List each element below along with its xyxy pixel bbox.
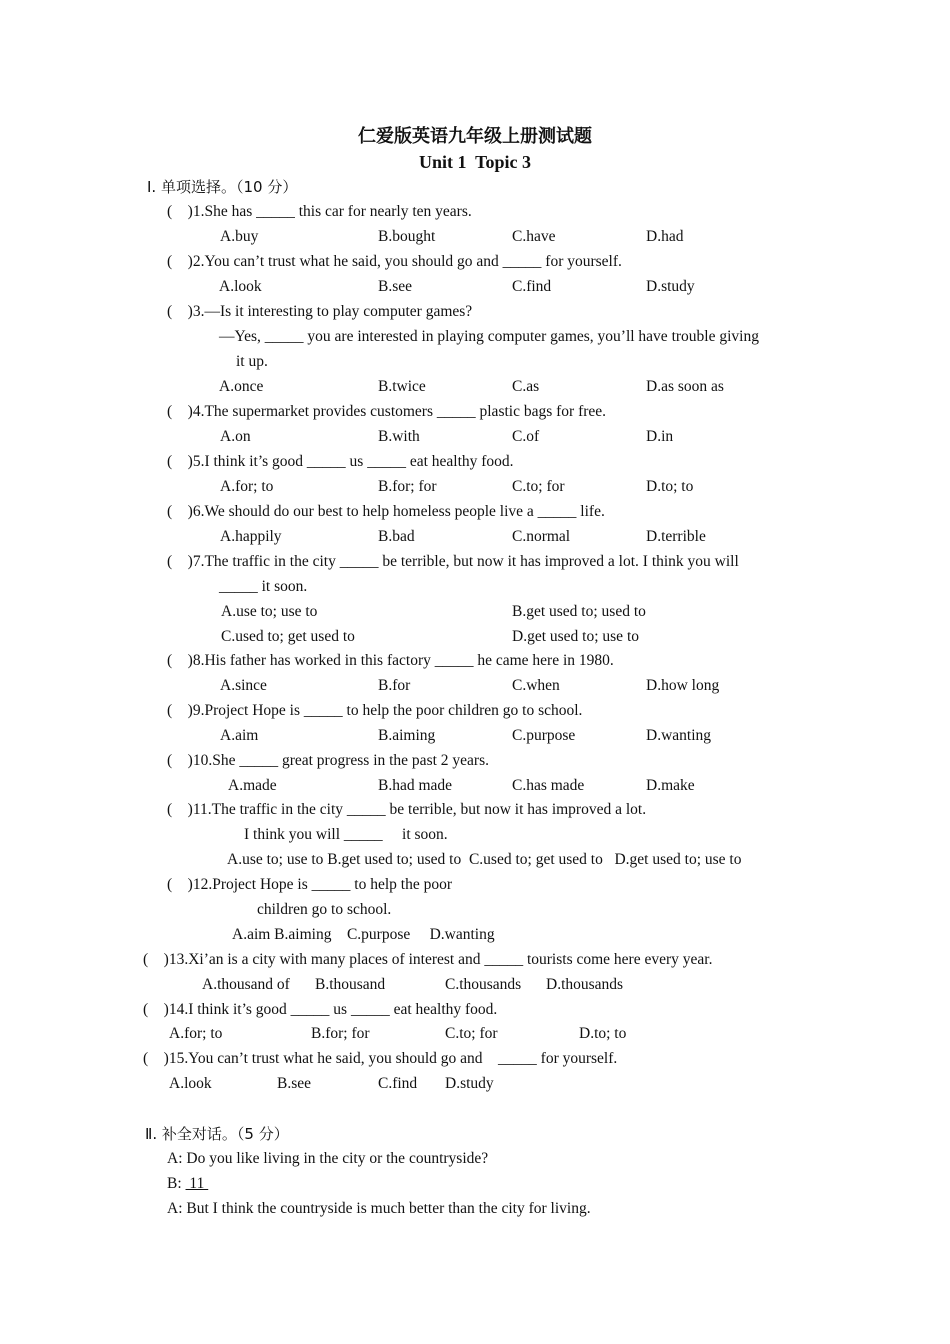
question-14-option-b: B.for; for [311,1025,370,1042]
question-3-stem-line-2: —Yes, _____ you are interested in playing computer games, you’ll have trouble giving [219,328,759,345]
question-1-option-d: D.had [646,228,684,245]
question-7-option-c: C.used to; get used to [221,628,355,645]
question-6-option-b: B.bad [378,528,415,545]
question-7-option-b: B.get used to; used to [512,603,646,620]
question-10-option-b: B.had made [378,777,453,794]
question-3-stem-line-3: it up. [236,353,268,370]
question-9-option-a: A.aim [220,727,259,744]
question-2-stem: ( )2.You can’t trust what he said, you should go and _____ for yourself. [167,253,622,270]
question-14-option-c: C.to; for [445,1025,498,1042]
dialogue-line-1: A: Do you like living in the city or the countryside? [167,1150,489,1167]
question-9-option-b: B.aiming [378,727,436,744]
question-5-option-d: D.to; to [646,478,694,495]
question-1-option-a: A.buy [220,228,259,245]
question-13-option-a: A.thousand of [202,976,290,993]
question-12-stem-line-2: children go to school. [257,901,392,918]
question-14-option-a: A.for; to [169,1025,223,1042]
question-6-stem: ( )6.We should do our best to help homeless people live a _____ life. [167,503,605,520]
question-2-option-c: C.find [512,278,552,295]
question-5-option-b: B.for; for [378,478,437,495]
question-15-option-c: C.find [378,1075,418,1092]
question-8-option-a: A.since [220,677,267,694]
question-3-option-d: D.as soon as [646,378,724,395]
question-6-option-d: D.terrible [646,528,706,545]
question-3-stem: ( )3.—Is it interesting to play computer games? [167,303,473,320]
question-14-option-d: D.to; to [579,1025,627,1042]
question-1-option-c: C.have [512,228,556,245]
question-3-option-a: A.once [219,378,264,395]
question-7-option-a: A.use to; use to [221,603,318,620]
question-2-option-a: A.look [219,278,262,295]
question-5-option-c: C.to; for [512,478,565,495]
dialogue-line-3: A: But I think the countryside is much better than the city for living. [167,1200,591,1217]
section-1-heading: Ⅰ. 单项选择。（10 分） [147,178,298,196]
question-5-stem: ( )5.I think it’s good _____ us _____ eat healthy food. [167,453,514,470]
question-9-option-d: D.wanting [646,727,712,744]
question-5-option-a: A.for; to [220,478,274,495]
question-4-option-a: A.on [220,428,251,445]
question-9-stem: ( )9.Project Hope is _____ to help the poor children go to school. [167,702,583,719]
question-2-option-b: B.see [378,278,413,295]
question-11-stem-line-2: I think you will _____ it soon. [244,826,448,843]
question-3-option-c: C.as [512,378,540,395]
question-7-stem-line-2: _____ it soon. [219,578,308,595]
question-11-options: A.use to; use to B.get used to; used to C.used to; get used to D.get used to; use to [227,851,742,868]
question-12-options: A.aim B.aiming C.purpose D.wanting [232,926,495,943]
question-1-option-b: B.bought [378,228,436,245]
question-10-option-d: D.make [646,777,695,794]
question-3-option-b: B.twice [378,378,426,395]
question-4-option-c: C.of [512,428,540,445]
question-4-option-b: B.with [378,428,420,445]
section-2-heading: Ⅱ. 补全对话。（5 分） [145,1125,289,1143]
question-6-option-a: A.happily [220,528,282,545]
question-4-option-d: D.in [646,428,674,445]
dialogue-speaker-b: B: [167,1175,186,1192]
question-14-stem: ( )14.I think it’s good _____ us _____ eat healthy food. [143,1001,498,1018]
question-7-option-d: D.get used to; use to [512,628,639,645]
question-4-stem: ( )4.The supermarket provides customers _____ plastic bags for free. [167,403,607,420]
question-15-option-b: B.see [277,1075,312,1092]
question-1-stem: ( )1.She has _____ this car for nearly ten years. [167,203,472,220]
question-7-stem: ( )7.The traffic in the city _____ be terrible, but now it has improved a lot. I think you will [167,553,739,570]
exam-title: 仁爱版英语九年级上册测试题 [358,126,592,147]
question-10-option-a: A.made [228,777,277,794]
question-2-option-d: D.study [646,278,695,295]
exam-subtitle: Unit 1 Topic 3 [418,152,532,172]
dialogue-blank-11[interactable]: 11 [185,1175,209,1192]
question-13-option-c: C.thousands [445,976,522,993]
question-6-option-c: C.normal [512,528,571,545]
question-8-option-d: D.how long [646,677,720,694]
question-15-option-a: A.look [169,1075,212,1092]
question-10-option-c: C.has made [512,777,585,794]
question-10-stem: ( )10.She _____ great progress in the past 2 years. [167,752,489,769]
question-9-option-c: C.purpose [512,727,576,744]
question-12-stem: ( )12.Project Hope is _____ to help the poor [167,876,452,893]
question-13-stem: ( )13.Xi’an is a city with many places of interest and _____ tourists come here every year. [143,951,713,968]
question-15-stem: ( )15.You can’t trust what he said, you should go and _____ for yourself. [143,1050,618,1067]
question-8-stem: ( )8.His father has worked in this factory _____ he came here in 1980. [167,652,614,669]
question-8-option-b: B.for [378,677,411,694]
question-8-option-c: C.when [512,677,560,694]
question-11-stem: ( )11.The traffic in the city _____ be terrible, but now it has improved a lot. [167,801,647,818]
question-13-option-b: B.thousand [315,976,386,993]
question-15-option-d: D.study [445,1075,494,1092]
dialogue-line-2 [167,1174,208,1194]
question-13-option-d: D.thousands [546,976,624,993]
